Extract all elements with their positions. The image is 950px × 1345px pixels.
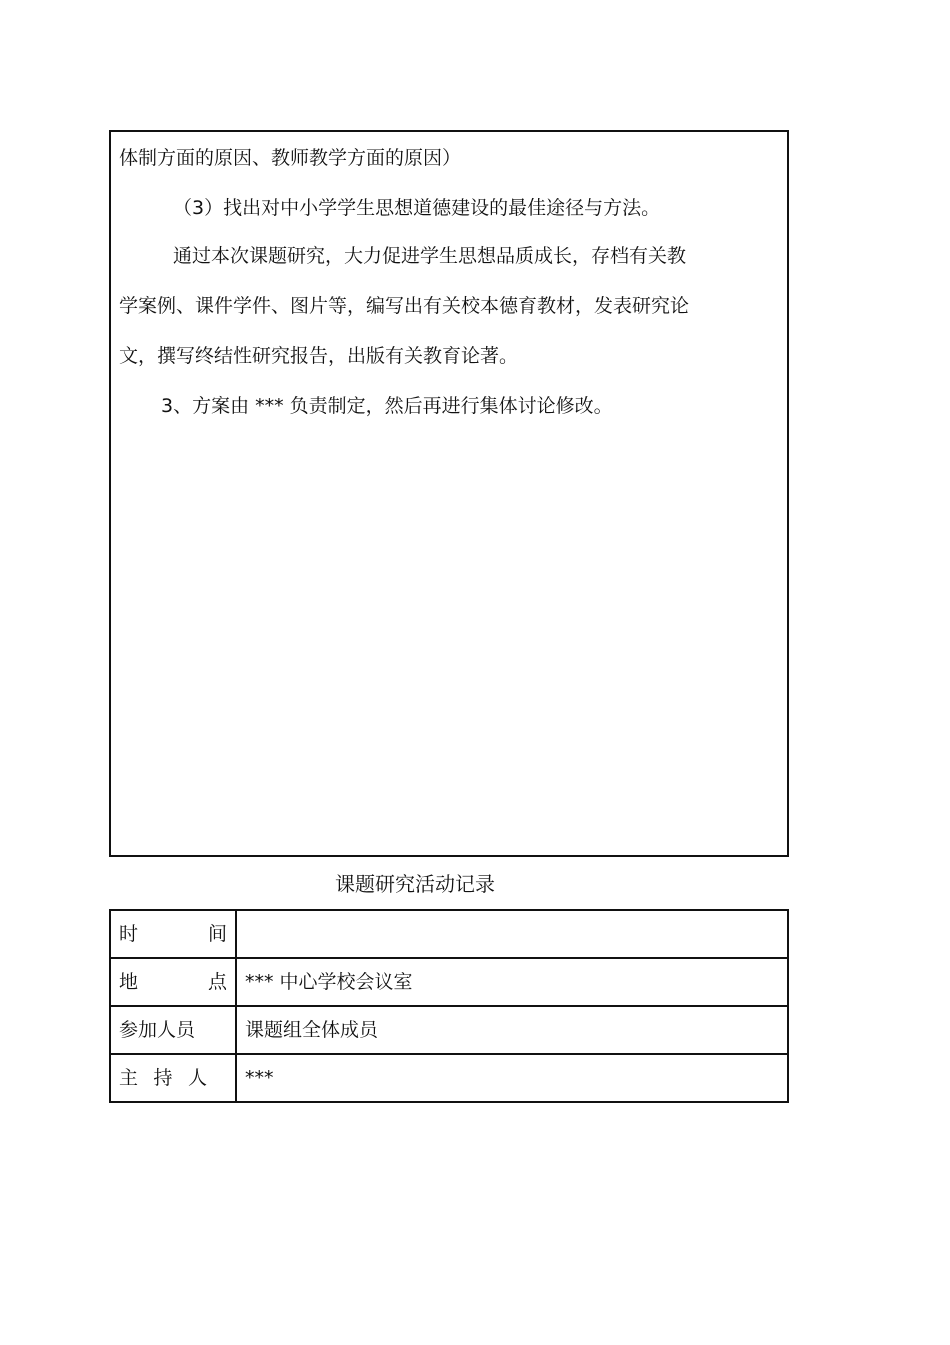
plan-text-line: 体制方面的原因、教师教学方面的原因）: [119, 147, 462, 169]
plan-content-box: [109, 130, 789, 857]
plan-text-line: 3、方案由 *** 负责制定，然后再进行集体讨论修改。: [161, 395, 613, 417]
host-label: [110, 1054, 236, 1102]
label-char: 持: [153, 1067, 173, 1089]
table-row: [110, 1054, 788, 1102]
location-value: *** 中心学校会议室: [236, 958, 788, 1006]
table-row: [110, 958, 788, 1006]
table-row: [110, 1006, 788, 1054]
label-char: 地: [119, 971, 139, 993]
record-section-title: 课题研究活动记录: [335, 872, 495, 896]
label-char: 主: [119, 1067, 139, 1089]
label-char: 间: [207, 923, 227, 945]
plan-text-line: 学案例、课件学件、图片等，编写出有关校本德育教材，发表研究论: [119, 295, 690, 317]
label-char: 人: [187, 1067, 207, 1089]
plan-text-line: 通过本次课题研究，大力促进学生思想品质成长，存档有关教: [173, 245, 687, 267]
participants-label: 参加人员: [110, 1006, 236, 1054]
table-row: [110, 910, 788, 958]
label-char: 时: [119, 923, 139, 945]
activity-record-table: [109, 909, 789, 1103]
time-label: [110, 910, 236, 958]
participants-value: 课题组全体成员: [236, 1006, 788, 1054]
time-value: [236, 910, 788, 958]
label-char: 点: [207, 971, 227, 993]
plan-text-line: （3）找出对中小学学生思想道德建设的最佳途径与方法。: [173, 197, 661, 219]
location-label: [110, 958, 236, 1006]
host-value: ***: [236, 1054, 788, 1102]
plan-text-line: 文，撰写终结性研究报告，出版有关教育论著。: [119, 345, 519, 367]
